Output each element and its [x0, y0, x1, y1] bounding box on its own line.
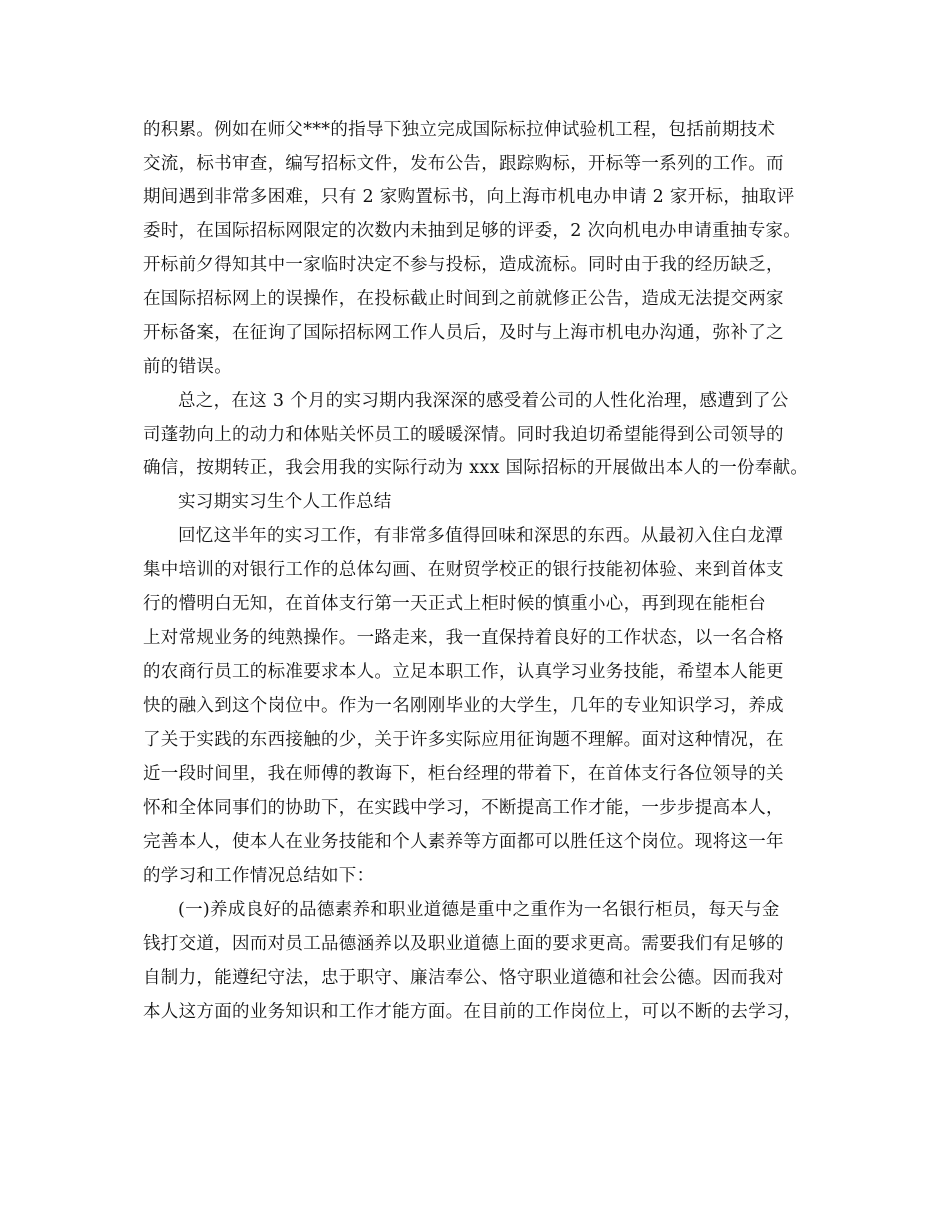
text-line: 自制力，能遵纪守法，忠于职守、廉洁奉公、恪守职业道德和社会公德。因而我对	[143, 968, 784, 988]
paragraph-first-line: (一)养成良好的品德素养和职业道德是重中之重作为一名银行柜员，每天与金	[178, 900, 780, 920]
text-line: 的农商行员工的标准要求本人。立足本职工作，认真学习业务技能，希望本人能更	[143, 662, 784, 682]
text-line: 近一段时间里，我在师傅的教诲下，柜台经理的带着下，在首体支行各位领导的关	[143, 764, 784, 784]
text-line: 司蓬勃向上的动力和体贴关怀员工的暖暖深情。同时我迫切希望能得到公司领导的	[143, 425, 784, 445]
text-line: 开标前夕得知其中一家临时决定不参与投标，造成流标。同时由于我的经历缺乏，	[143, 255, 784, 275]
text-line: 确信，按期转正，我会用我的实际行动为 xxx 国际招标的开展做出本人的一份奉献。	[143, 458, 809, 478]
text-line: 钱打交道，因而对员工品德涵养以及职业道德上面的要求更高。需要我们有足够的	[143, 934, 784, 954]
text-line: 的积累。例如在师父***的指导下独立完成国际标拉伸试验机工程，包括前期技术	[143, 120, 776, 140]
text-line: 完善本人，使本人在业务技能和个人素养等方面都可以胜任这个岗位。现将这一年	[143, 832, 784, 852]
text-line: 行的懵明白无知，在首体支行第一天正式上柜时候的慎重小心，再到现在能柜台	[143, 594, 766, 614]
text-line: 期间遇到非常多困难，只有 2 家购置标书，向上海市机电办申请 2 家开标，抽取评	[143, 187, 795, 207]
text-line: 开标备案，在征询了国际招标网工作人员后，及时与上海市机电办沟通，弥补了之	[143, 323, 784, 343]
text-line: 交流，标书审查，编写招标文件，发布公告，跟踪购标，开标等一系列的工作。而	[143, 154, 784, 174]
paragraph-first-line: 回忆这半年的实习工作，有非常多值得回味和深思的东西。从最初入住白龙潭	[178, 526, 784, 546]
text-line: 快的融入到这个岗位中。作为一名刚刚毕业的大学生，几年的专业知识学习，养成	[143, 696, 784, 716]
text-line: 前的错误。	[143, 357, 232, 377]
section-heading: 实习期实习生个人工作总结	[178, 492, 392, 512]
paragraph-first-line: 总之，在这 3 个月的实习期内我深深的感受着公司的人性化治理，感遭到了公	[178, 391, 789, 411]
text-line: 委时，在国际招标网限定的次数内未抽到足够的评委，2 次向机电办申请重抽专家。	[143, 221, 802, 241]
text-line: 怀和全体同事们的协助下，在实践中学习，不断提高工作才能，一步步提高本人，	[143, 798, 784, 818]
text-line: 了关于实践的东西接触的少，关于许多实际应用征询题不理解。面对这种情况，在	[143, 730, 784, 750]
text-line: 上对常规业务的纯熟操作。一路走来，我一直保持着良好的工作状态，以一名合格	[143, 628, 784, 648]
text-line: 集中培训的对银行工作的总体勾画、在财贸学校正的银行技能初体验、来到首体支	[143, 560, 784, 580]
text-line: 的学习和工作情况总结如下：	[143, 866, 375, 886]
text-line: 本人这方面的业务知识和工作才能方面。在目前的工作岗位上，可以不断的去学习，	[143, 1002, 802, 1022]
text-line: 在国际招标网上的误操作，在投标截止时间到之前就修正公告，造成无法提交两家	[143, 289, 784, 309]
